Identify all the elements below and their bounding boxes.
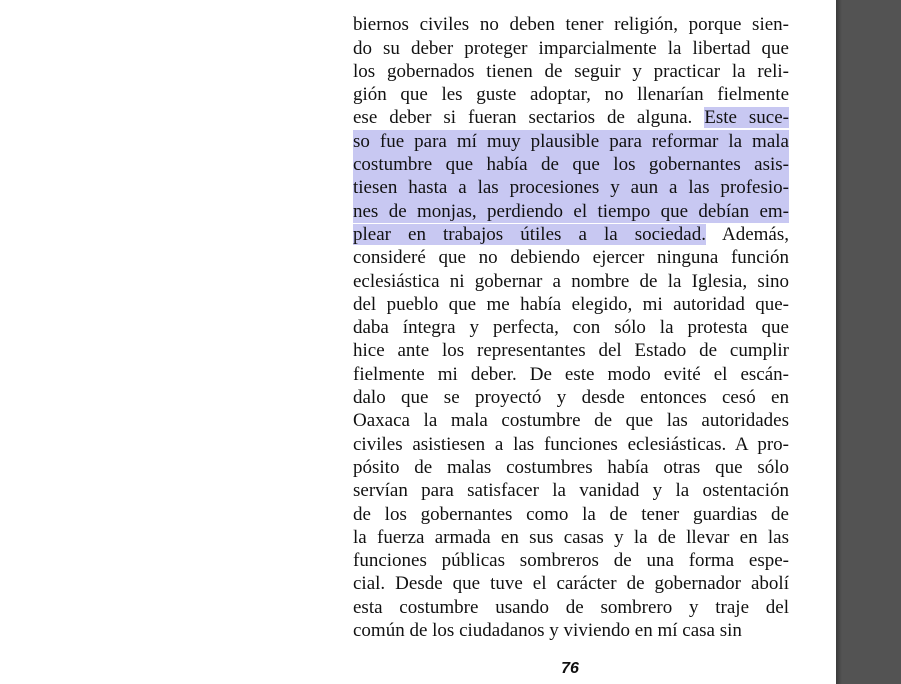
text-line: común de los ciudadanos y viviendo en mí casa sin [353,620,742,642]
viewer-background [836,0,901,684]
text-line: funciones públicas sombreros de una forma espe- [353,550,789,572]
text-line: eclesiástica ni gobernar a nombre de la Iglesia, sino [353,270,789,292]
text-line: del pueblo que me había elegido, mi autoridad que- [353,293,789,315]
text-line: ese deber si fueran sectarios de alguna. Este suce- [353,107,789,129]
text-line: Oaxaca la mala costumbre de que las autoridades [353,410,789,432]
highlighted-line: costumbre que había de que los gobernantes asis- [353,154,789,176]
highlighted-line: so fue para mí muy plausible para reformar la mala [353,130,789,152]
text-line: biernos civiles no deben tener religión, porque sien- [353,14,789,36]
highlighted-text: plear en trabajos útiles a la sociedad. [353,223,706,245]
page-number: 76 [561,660,579,677]
text-line: dalo que se proyectó y desde entonces cesó en [353,387,789,409]
text-line: daba íntegra y perfecta, con sólo la protesta que [353,317,789,339]
body-text [353,0,789,642]
text-line: civiles asistiesen a las funciones eclesiásticas. A pro- [353,433,789,455]
text-line: cial. Desde que tuve el carácter de gobernador abolí [353,573,789,595]
text-line: fielmente mi deber. De este modo evité el escán- [353,363,789,385]
text-line: la fuerza armada en sus casas y la de llevar en las [353,526,789,548]
text-line: servían para satisfacer la vanidad y la ostentación [353,480,789,502]
text-line: hice ante los representantes del Estado de cumplir [353,340,789,362]
text-line: los gobernados tienen de seguir y practicar la reli- [353,60,789,82]
text-line: gión que les guste adoptar, no llenarían fielmente [353,84,789,106]
text-line: consideré que no debiendo ejercer ninguna función [353,247,789,269]
highlighted-line: tiesen hasta a las procesiones y aun a las profesio- [353,177,789,199]
highlighted-line: nes de monjas, perdiendo el tiempo que debían em- [353,200,789,222]
text-line: do su deber proteger imparcialmente la libertad que [353,37,789,59]
text-line: pósito de malas costumbres había otras que sólo [353,456,789,478]
text-line: plear en trabajos útiles a la sociedad. Además, [353,223,789,245]
text-line: de los gobernantes como la de tener guardias de [353,503,789,525]
text-line: esta costumbre usando de sombrero y traje del [353,596,789,618]
highlighted-text: Este suce- [704,107,789,129]
